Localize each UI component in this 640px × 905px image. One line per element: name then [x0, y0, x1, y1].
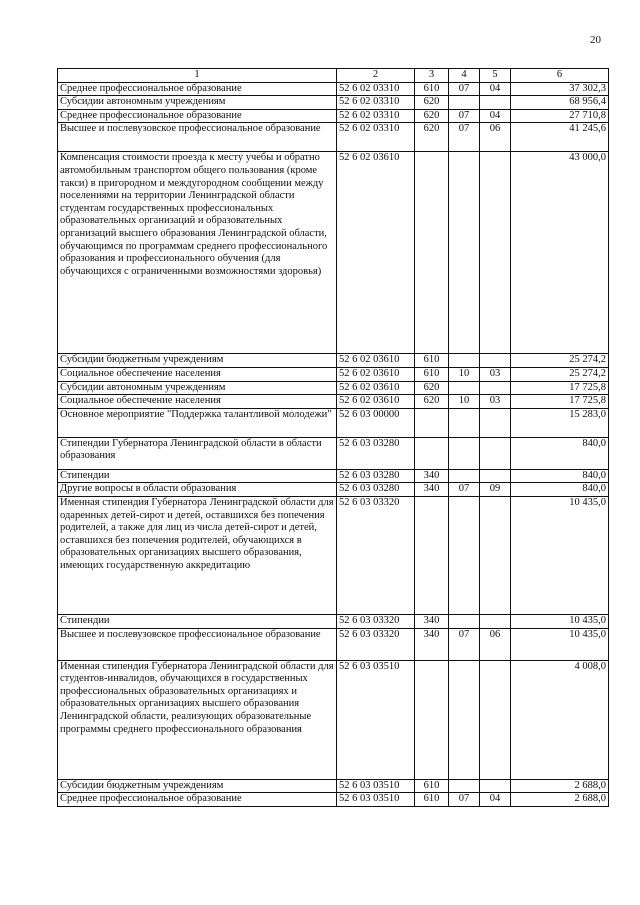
row-name-cell: Субсидии бюджетным учреждениям [58, 354, 337, 368]
row-col4-cell [449, 354, 480, 368]
row-amount-cell: 41 245,6 [511, 123, 609, 152]
table-row [58, 381, 609, 395]
row-amount-cell: 840,0 [511, 483, 609, 497]
row-name-cell: Субсидии бюджетным учреждениям [58, 779, 337, 793]
row-col3-cell: 620 [415, 123, 449, 152]
row-col4-cell [449, 469, 480, 483]
row-amount-cell: 15 283,0 [511, 408, 609, 437]
row-name-cell: Субсидии автономным учреждениям [58, 381, 337, 395]
column-header: 3 [415, 69, 449, 83]
row-amount-cell: 10 435,0 [511, 496, 609, 614]
row-col5-cell [480, 381, 511, 395]
row-name-cell: Высшее и послевузовское профессиональное образование [58, 628, 337, 660]
row-code-cell: 52 6 03 03280 [337, 437, 415, 469]
row-amount-cell: 2 688,0 [511, 793, 609, 807]
row-col5-cell [480, 408, 511, 437]
row-col5-cell: 04 [480, 82, 511, 96]
row-code-cell: 52 6 02 03610 [337, 381, 415, 395]
table-row [58, 408, 609, 437]
row-code-cell: 52 6 03 03320 [337, 628, 415, 660]
table-row [58, 614, 609, 628]
row-amount-cell: 43 000,0 [511, 152, 609, 354]
row-amount-cell: 27 710,8 [511, 109, 609, 123]
row-col4-cell: 07 [449, 483, 480, 497]
row-col3-cell [415, 496, 449, 614]
row-col5-cell [480, 496, 511, 614]
row-col3-cell: 620 [415, 395, 449, 409]
row-col3-cell: 610 [415, 354, 449, 368]
row-name-cell: Высшее и послевузовское профессиональное образование [58, 123, 337, 152]
budget-table [57, 68, 609, 807]
table-body [58, 82, 609, 806]
column-header: 5 [480, 69, 511, 83]
table-row [58, 82, 609, 96]
row-col4-cell [449, 96, 480, 110]
row-code-cell: 52 6 02 03310 [337, 96, 415, 110]
row-name-cell: Именная стипендия Губернатора Ленинградской области для одаренных детей-сирот и детей, оставшихся без попечения родителей, а также для лиц из числа детей-сирот и детей, оставшихся без попечения родителей, обучающихся в образовательных организациях высшего образования, имеющих государственную аккредитацию [58, 496, 337, 614]
row-amount-cell: 10 435,0 [511, 628, 609, 660]
table-row [58, 123, 609, 152]
row-amount-cell: 2 688,0 [511, 779, 609, 793]
row-code-cell: 52 6 02 03610 [337, 152, 415, 354]
table-row [58, 628, 609, 660]
row-col5-cell: 09 [480, 483, 511, 497]
table-row [58, 469, 609, 483]
row-col3-cell: 340 [415, 483, 449, 497]
column-header: 1 [58, 69, 337, 83]
row-name-cell: Другие вопросы в области образования [58, 483, 337, 497]
row-col3-cell: 610 [415, 82, 449, 96]
row-col4-cell [449, 660, 480, 779]
row-name-cell: Среднее профессиональное образование [58, 109, 337, 123]
table-header-row [58, 69, 609, 83]
row-col4-cell: 07 [449, 628, 480, 660]
row-amount-cell: 17 725,8 [511, 381, 609, 395]
row-code-cell: 52 6 03 03510 [337, 660, 415, 779]
row-col4-cell [449, 614, 480, 628]
row-col4-cell: 07 [449, 82, 480, 96]
row-amount-cell: 68 956,4 [511, 96, 609, 110]
table-row [58, 367, 609, 381]
row-col3-cell [415, 408, 449, 437]
row-col5-cell [480, 660, 511, 779]
row-name-cell: Стипендии [58, 469, 337, 483]
row-col3-cell: 620 [415, 381, 449, 395]
row-col3-cell: 610 [415, 367, 449, 381]
row-col4-cell [449, 408, 480, 437]
page-number: 20 [590, 34, 601, 46]
row-amount-cell: 840,0 [511, 437, 609, 469]
row-col3-cell: 620 [415, 109, 449, 123]
row-code-cell: 52 6 03 00000 [337, 408, 415, 437]
row-amount-cell: 25 274,2 [511, 367, 609, 381]
row-col3-cell [415, 660, 449, 779]
row-col4-cell: 07 [449, 793, 480, 807]
table-row [58, 96, 609, 110]
row-code-cell: 52 6 03 03320 [337, 496, 415, 614]
row-amount-cell: 4 008,0 [511, 660, 609, 779]
table-row [58, 483, 609, 497]
row-col3-cell: 610 [415, 779, 449, 793]
row-col3-cell: 340 [415, 614, 449, 628]
row-col5-cell: 06 [480, 628, 511, 660]
row-col5-cell [480, 152, 511, 354]
row-col5-cell: 04 [480, 109, 511, 123]
row-col4-cell: 10 [449, 395, 480, 409]
table-row [58, 793, 609, 807]
row-code-cell: 52 6 02 03610 [337, 395, 415, 409]
row-code-cell: 52 6 03 03510 [337, 793, 415, 807]
row-code-cell: 52 6 02 03310 [337, 82, 415, 96]
table-row [58, 395, 609, 409]
row-col4-cell [449, 437, 480, 469]
row-code-cell: 52 6 03 03280 [337, 483, 415, 497]
row-col3-cell [415, 152, 449, 354]
row-col5-cell: 03 [480, 367, 511, 381]
table-row [58, 109, 609, 123]
row-name-cell: Субсидии автономным учреждениям [58, 96, 337, 110]
table-row [58, 779, 609, 793]
row-col5-cell: 03 [480, 395, 511, 409]
row-col5-cell [480, 354, 511, 368]
row-amount-cell: 840,0 [511, 469, 609, 483]
row-col3-cell: 340 [415, 469, 449, 483]
row-col4-cell [449, 152, 480, 354]
row-name-cell: Среднее профессиональное образование [58, 82, 337, 96]
row-name-cell: Именная стипендия Губернатора Ленинградской области для студентов-инвалидов, обучающихся в государственных профессиональных образовательных организациях и образовательных организациях высшего образования Ленинградской области, реализующих образовательные программы среднего профессионального образования [58, 660, 337, 779]
row-code-cell: 52 6 02 03610 [337, 367, 415, 381]
column-header: 6 [511, 69, 609, 83]
row-col5-cell [480, 96, 511, 110]
row-col3-cell: 340 [415, 628, 449, 660]
row-col3-cell [415, 437, 449, 469]
row-col5-cell [480, 614, 511, 628]
row-name-cell: Стипендии [58, 614, 337, 628]
table-row [58, 437, 609, 469]
row-col5-cell: 04 [480, 793, 511, 807]
row-name-cell: Стипендии Губернатора Ленинградской области в области образования [58, 437, 337, 469]
row-col4-cell [449, 381, 480, 395]
row-code-cell: 52 6 02 03610 [337, 354, 415, 368]
row-col5-cell [480, 469, 511, 483]
row-amount-cell: 10 435,0 [511, 614, 609, 628]
row-code-cell: 52 6 02 03310 [337, 123, 415, 152]
row-col3-cell: 620 [415, 96, 449, 110]
row-col4-cell [449, 496, 480, 614]
row-code-cell: 52 6 03 03280 [337, 469, 415, 483]
row-code-cell: 52 6 03 03320 [337, 614, 415, 628]
row-col5-cell: 06 [480, 123, 511, 152]
table-row [58, 496, 609, 614]
row-col4-cell: 10 [449, 367, 480, 381]
row-col4-cell: 07 [449, 109, 480, 123]
row-col3-cell: 610 [415, 793, 449, 807]
table-row [58, 152, 609, 354]
table-row [58, 354, 609, 368]
row-name-cell: Социальное обеспечение населения [58, 395, 337, 409]
row-name-cell: Основное мероприятие "Поддержка талантливой молодежи" [58, 408, 337, 437]
row-amount-cell: 17 725,8 [511, 395, 609, 409]
row-name-cell: Компенсация стоимости проезда к месту учебы и обратно автомобильным транспортом общего пользования (кроме такси) в пригородном и междугородном сообщении между поселениями на территории Ленинградской области студентам государственных профессиональных образовательных организаций и образовательных организаций высшего образования Ленинградской области, обучающимся по программам среднего профессионального образования и профессионального обучения (для обучающихся с ограниченными возможностями здоровья) [58, 152, 337, 354]
row-name-cell: Среднее профессиональное образование [58, 793, 337, 807]
row-amount-cell: 37 302,3 [511, 82, 609, 96]
column-header: 2 [337, 69, 415, 83]
row-col5-cell [480, 437, 511, 469]
table-row [58, 660, 609, 779]
row-col4-cell: 07 [449, 123, 480, 152]
row-col4-cell [449, 779, 480, 793]
row-col5-cell [480, 779, 511, 793]
row-name-cell: Социальное обеспечение населения [58, 367, 337, 381]
row-amount-cell: 25 274,2 [511, 354, 609, 368]
row-code-cell: 52 6 03 03510 [337, 779, 415, 793]
column-header: 4 [449, 69, 480, 83]
row-code-cell: 52 6 02 03310 [337, 109, 415, 123]
